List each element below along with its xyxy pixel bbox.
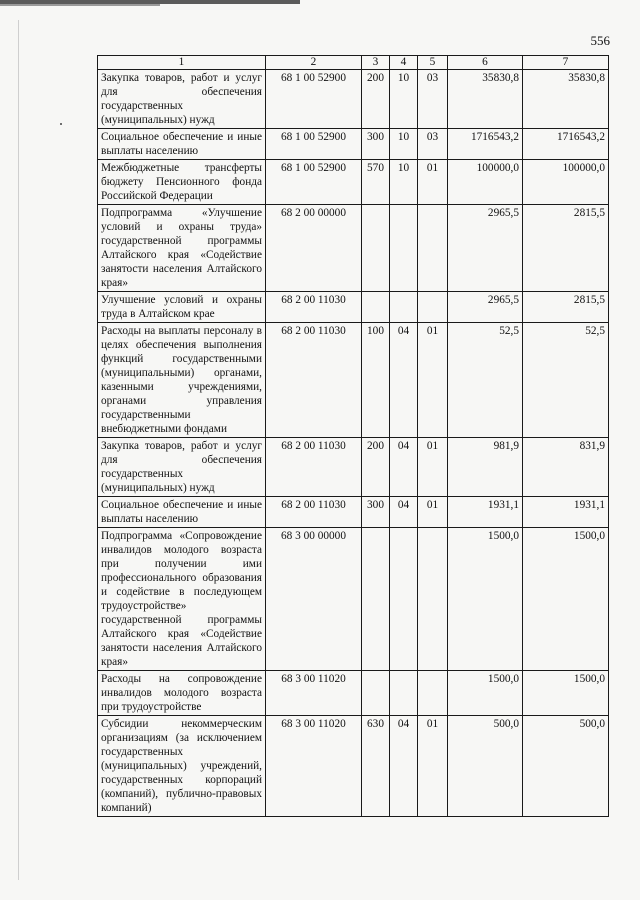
table-row <box>98 323 609 438</box>
table-row <box>98 160 609 205</box>
subsection-cell <box>418 292 448 323</box>
column-header: 2 <box>266 56 362 70</box>
section-cell <box>390 205 418 292</box>
amount-year1-cell: 500,0 <box>448 716 523 817</box>
section-cell: 10 <box>390 70 418 129</box>
section-cell <box>390 671 418 716</box>
row-name-cell: Закупка товаров, работ и услуг для обеспечения государственных (муниципальных) нужд <box>98 70 266 129</box>
target-article-cell: 68 2 00 00000 <box>266 205 362 292</box>
target-article-cell: 68 3 00 00000 <box>266 528 362 671</box>
section-cell: 10 <box>390 129 418 160</box>
table-row <box>98 205 609 292</box>
amount-year1-cell: 2965,5 <box>448 292 523 323</box>
column-header: 4 <box>390 56 418 70</box>
table-row <box>98 497 609 528</box>
target-article-cell: 68 1 00 52900 <box>266 70 362 129</box>
target-article-cell: 68 2 00 11030 <box>266 497 362 528</box>
expense-type-cell: 630 <box>362 716 390 817</box>
row-name-cell: Расходы на выплаты персоналу в целях обеспечения выполнения функций государственными (муниципальными) органами, казенными учреждениями, органами управления государственными внебюджетными фондами <box>98 323 266 438</box>
row-name-cell: Социальное обеспечение и иные выплаты населению <box>98 129 266 160</box>
amount-year1-cell: 1500,0 <box>448 671 523 716</box>
page-fold-line <box>18 20 19 880</box>
amount-year2-cell: 1500,0 <box>523 528 609 671</box>
amount-year1-cell: 100000,0 <box>448 160 523 205</box>
column-header: 1 <box>98 56 266 70</box>
section-cell: 04 <box>390 716 418 817</box>
amount-year2-cell: 100000,0 <box>523 160 609 205</box>
expense-type-cell: 300 <box>362 497 390 528</box>
subsection-cell: 01 <box>418 716 448 817</box>
subsection-cell <box>418 671 448 716</box>
subsection-cell: 01 <box>418 438 448 497</box>
table-row <box>98 671 609 716</box>
amount-year1-cell: 35830,8 <box>448 70 523 129</box>
table-row <box>98 70 609 129</box>
scan-edge-bar-secondary <box>0 4 160 6</box>
amount-year2-cell: 35830,8 <box>523 70 609 129</box>
page-number: 556 <box>590 33 610 48</box>
amount-year2-cell: 500,0 <box>523 716 609 817</box>
expense-type-cell: 100 <box>362 323 390 438</box>
expense-type-cell: 570 <box>362 160 390 205</box>
target-article-cell: 68 3 00 11020 <box>266 671 362 716</box>
table-row <box>98 438 609 497</box>
amount-year1-cell: 1931,1 <box>448 497 523 528</box>
amount-year1-cell: 1500,0 <box>448 528 523 671</box>
subsection-cell: 01 <box>418 323 448 438</box>
table-body <box>98 70 609 817</box>
subsection-cell: 01 <box>418 497 448 528</box>
target-article-cell: 68 2 00 11030 <box>266 292 362 323</box>
section-cell <box>390 292 418 323</box>
row-name-cell: Расходы на сопровождение инвалидов молодого возраста при трудоустройстве <box>98 671 266 716</box>
target-article-cell: 68 2 00 11030 <box>266 323 362 438</box>
amount-year2-cell: 2815,5 <box>523 292 609 323</box>
amount-year2-cell: 1931,1 <box>523 497 609 528</box>
subsection-cell <box>418 528 448 671</box>
subsection-cell: 03 <box>418 70 448 129</box>
section-cell: 04 <box>390 438 418 497</box>
expense-type-cell: 200 <box>362 70 390 129</box>
amount-year2-cell: 52,5 <box>523 323 609 438</box>
budget-table <box>97 55 609 817</box>
row-name-cell: Межбюджетные трансферты бюджету Пенсионного фонда Российской Федерации <box>98 160 266 205</box>
amount-year2-cell: 831,9 <box>523 438 609 497</box>
expense-type-cell <box>362 292 390 323</box>
section-cell: 04 <box>390 323 418 438</box>
section-cell <box>390 528 418 671</box>
target-article-cell: 68 2 00 11030 <box>266 438 362 497</box>
expense-type-cell <box>362 205 390 292</box>
subsection-cell: 03 <box>418 129 448 160</box>
section-cell: 10 <box>390 160 418 205</box>
target-article-cell: 68 3 00 11020 <box>266 716 362 817</box>
expense-type-cell: 200 <box>362 438 390 497</box>
column-header: 6 <box>448 56 523 70</box>
expense-type-cell: 300 <box>362 129 390 160</box>
amount-year1-cell: 2965,5 <box>448 205 523 292</box>
target-article-cell: 68 1 00 52900 <box>266 160 362 205</box>
row-name-cell: Улучшение условий и охраны труда в Алтайском крае <box>98 292 266 323</box>
amount-year2-cell: 1500,0 <box>523 671 609 716</box>
section-cell: 04 <box>390 497 418 528</box>
row-name-cell: Подпрограмма «Сопровождение инвалидов молодого возраста при получении ими профессионального образования и содействие в последующем трудоустройстве» государственной программы Алтайского края «Содействие занятости населения Алтайского края» <box>98 528 266 671</box>
subsection-cell <box>418 205 448 292</box>
row-name-cell: Закупка товаров, работ и услуг для обеспечения государственных (муниципальных) нужд <box>98 438 266 497</box>
amount-year1-cell: 52,5 <box>448 323 523 438</box>
row-name-cell: Субсидии некоммерческим организациям (за исключением государственных (муниципальных) учреждений, государственных корпораций (компаний), публично-правовых компаний) <box>98 716 266 817</box>
column-header: 5 <box>418 56 448 70</box>
column-number-row <box>98 56 609 70</box>
table-row <box>98 716 609 817</box>
row-name-cell: Социальное обеспечение и иные выплаты населению <box>98 497 266 528</box>
amount-year2-cell: 1716543,2 <box>523 129 609 160</box>
row-name-cell: Подпрограмма «Улучшение условий и охраны труда» государственной программы Алтайского края «Содействие занятости населения Алтайского края» <box>98 205 266 292</box>
amount-year2-cell: 2815,5 <box>523 205 609 292</box>
table-row <box>98 129 609 160</box>
target-article-cell: 68 1 00 52900 <box>266 129 362 160</box>
expense-type-cell <box>362 528 390 671</box>
expense-type-cell <box>362 671 390 716</box>
column-header: 3 <box>362 56 390 70</box>
column-header: 7 <box>523 56 609 70</box>
amount-year1-cell: 1716543,2 <box>448 129 523 160</box>
scan-speck <box>60 123 62 125</box>
table-row <box>98 292 609 323</box>
amount-year1-cell: 981,9 <box>448 438 523 497</box>
table-row <box>98 528 609 671</box>
subsection-cell: 01 <box>418 160 448 205</box>
